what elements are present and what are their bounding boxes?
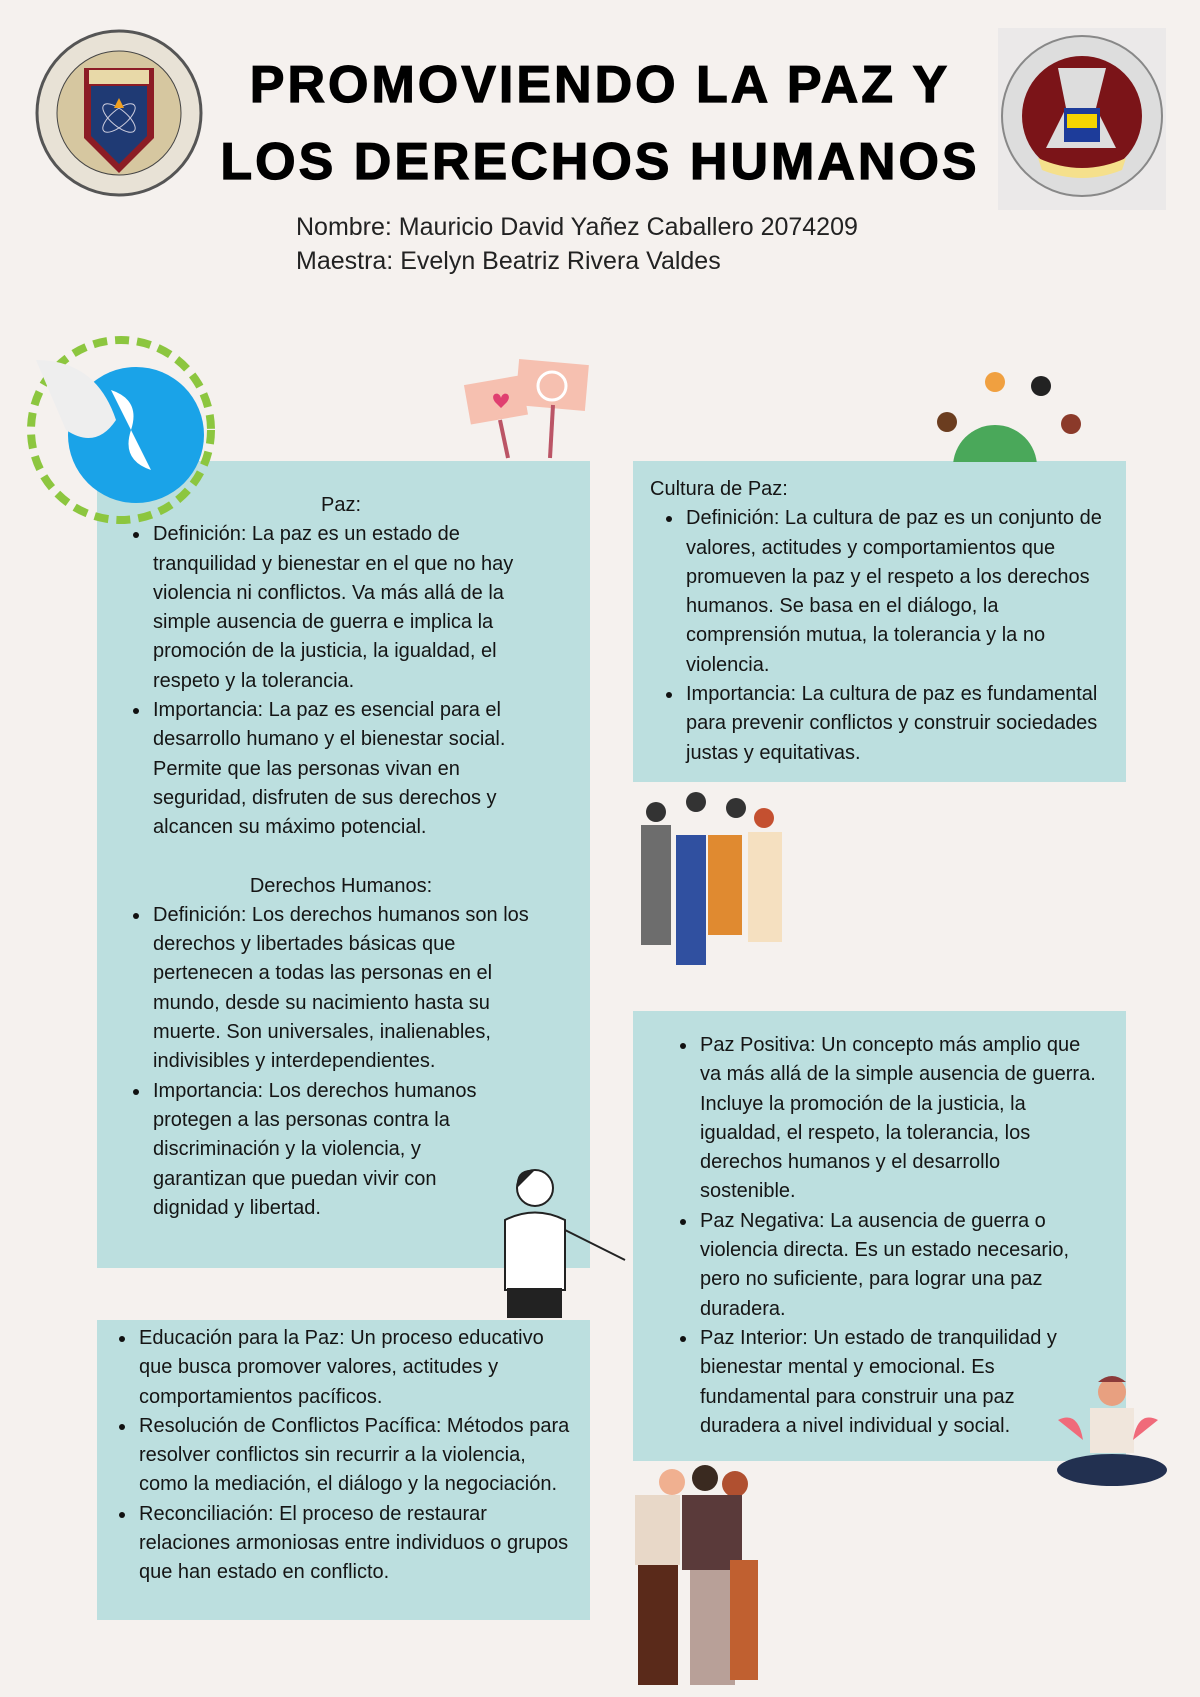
children-globe-illustration <box>905 372 1085 462</box>
list-item: Definición: Los derechos humanos son los derechos y libertades básicas que pertenecen a todas las personas en el mundo, desde su nacimiento hasta su muerte. Son universales, inalienables, indivisibles y interdependientes. <box>131 901 551 1077</box>
list-item: Definición: La paz es un estado de tranquilidad y bienestar en el que no hay violencia ni conflictos. Va más allá de la simple ausencia de guerra e implica la promoción de la justicia, la igualdad, el respeto y la tolerancia. <box>131 520 551 696</box>
page-title-line-1: PROMOVIENDO LA PAZ Y <box>249 56 951 114</box>
peace-signs-illustration <box>455 350 595 460</box>
derechos-heading: Derechos Humanos: <box>249 874 433 897</box>
list-item: Importancia: La paz es esencial para el desarrollo humano y el bienestar social. Permite que las personas vivan en seguridad, disfruten de sus derechos y alcancen su máximo potencial. <box>131 696 551 842</box>
diverse-women-illustration <box>636 790 791 970</box>
pointing-man-illustration <box>475 1160 635 1320</box>
list-item: Importancia: La cultura de paz es fundamental para prevenir conflictos y construir sociedades justas y equitativas. <box>664 680 1116 768</box>
meditating-man-illustration <box>1048 1370 1173 1500</box>
page-title-line-2: LOS DERECHOS HUMANOS <box>220 133 980 191</box>
uanl-logo <box>34 28 204 198</box>
educacion-box <box>97 1320 590 1620</box>
list-item: Paz Interior: Un estado de tranquilidad y bienestar mental y emocional. Es fundamental para construir una paz duradera a nivel individual y social. <box>678 1324 1098 1441</box>
list-item: Educación para la Paz: Un proceso educativo que busca promover valores, actitudes y comportamientos pacíficos. <box>117 1324 577 1412</box>
list-item: Paz Negativa: La ausencia de guerra o violencia directa. Es un estado necesario, pero no suficiente, para lograr una paz duradera. <box>678 1207 1098 1324</box>
list-item: Importancia: Los derechos humanos protegen a las personas contra la discriminación y la violencia, y garantizan que puedan vivir con dignidad y libertad. <box>131 1077 551 1223</box>
paz-heading: Paz: <box>320 494 362 516</box>
student-name: Nombre: Mauricio David Yañez Caballero 2074209 <box>296 213 858 241</box>
cultura-heading: Cultura de Paz: <box>650 478 788 500</box>
list-item: Resolución de Conflictos Pacífica: Métodos para resolver conflictos sin recurrir a la violencia, como la mediación, el diálogo y la negociación. <box>117 1412 577 1500</box>
hugging-people-illustration <box>630 1460 780 1695</box>
cultura-paz-box <box>633 461 1126 782</box>
fcpyri-logo <box>998 28 1166 210</box>
list-item: Reconciliación: El proceso de restaurar relaciones armoniosas entre individuos o grupos que han estado en conflicto. <box>117 1500 577 1588</box>
list-item: Paz Positiva: Un concepto más amplio que va más allá de la simple ausencia de guerra. Incluye la promoción de la justicia, la igualdad, el respeto, la tolerancia, los derechos humanos y el desarrollo sostenible. <box>678 1031 1098 1207</box>
paz-derechos-box <box>97 461 590 1268</box>
list-item: Definición: La cultura de paz es un conjunto de valores, actitudes y comportamientos que promueven la paz y el respeto a los derechos humanos. Se basa en el diálogo, la comprensión mutua, la tolerancia y la no violencia. <box>664 504 1116 680</box>
teacher-name: Maestra: Evelyn Beatriz Rivera Valdes <box>296 247 721 275</box>
dove-globe-illustration <box>16 330 226 530</box>
